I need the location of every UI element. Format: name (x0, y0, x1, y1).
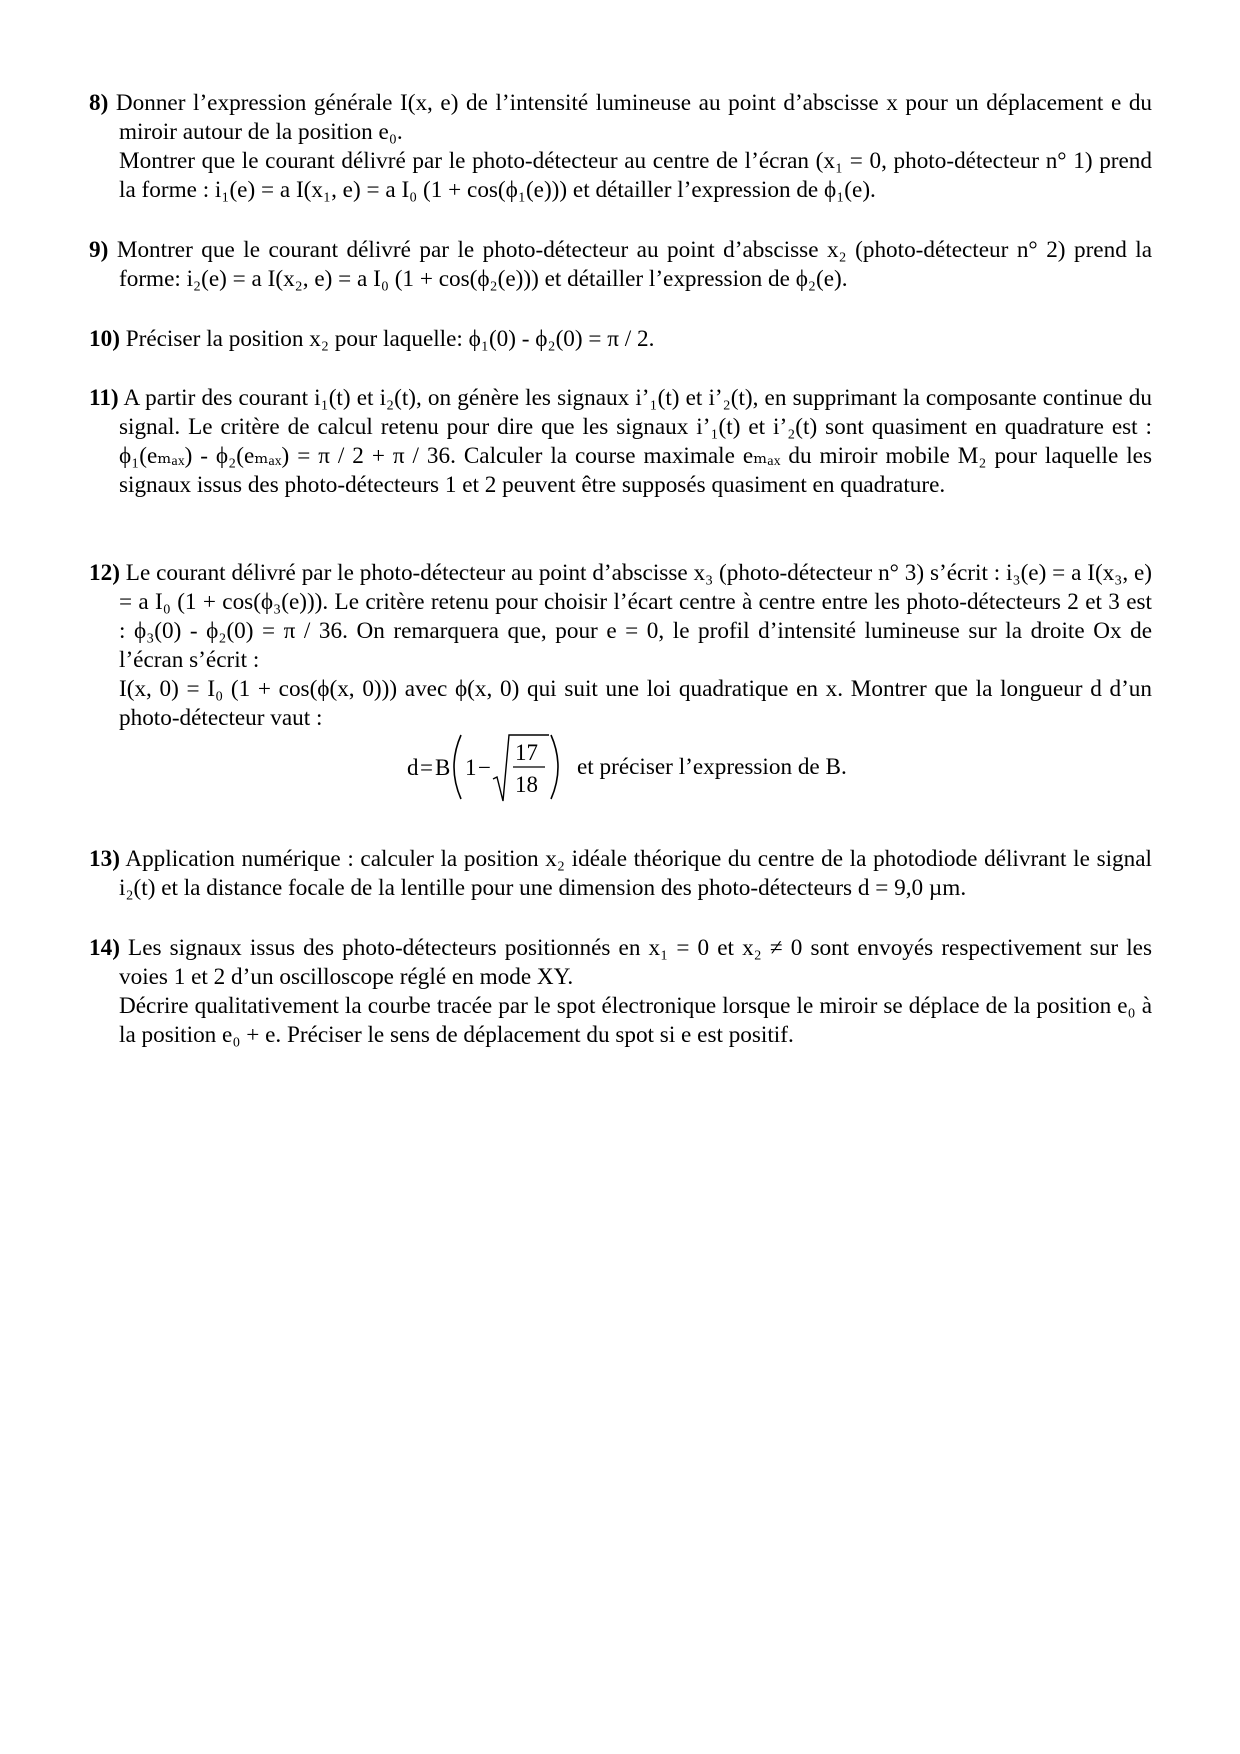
question-10-para-1 (89, 325, 1152, 354)
question-8 (89, 89, 1152, 205)
question-8-para-2 (89, 147, 1152, 205)
question-text: Le courant délivré par le photo-détecteur au point d’abscisse x₃ (photo-détecteur n° 3) s’écrit : i₃(e) = a I(x₃, e) = a I₀ (1 + cos(ϕ₃(e))). Le critère retenu pour choisir l’écart centre à centre entre les photo-détecteurs 2 et 3 est : ϕ₃(0) - ϕ₂(0) = π / 36. On remarquera que, pour e = 0, le profil d’intensité lumineuse sur la droite Ox de l’écran s’écrit : (119, 560, 1152, 673)
question-12 (89, 559, 1152, 733)
left-paren (454, 735, 461, 799)
question-9-para-1 (89, 236, 1152, 294)
question-text: Montrer que le courant délivré par le photo-détecteur au centre de l’écran (x₁ = 0, photo-détecteur n° 1) prend la forme : i₁(e) = a I(x₁, e) = a I₀ (1 + cos(ϕ₁(e))) et détailler l’expression de ϕ₁(e). (119, 148, 1152, 203)
question-12-para-2 (89, 675, 1152, 733)
question-text: A partir des courant i₁(t) et i₂(t), on génère les signaux i’₁(t) et i’₂(t), en supprimant la composante continue du signal. Le critère de calcul retenu pour dire que les signaux i’₁(t) et i’₂(t) sont quasiment en quadrature est : ϕ₁(eₘₐₓ) - ϕ₂(eₘₐₓ) = π / 2 + π / 36. Calculer la course maximale eₘₐₓ du miroir mobile M₂ pour laquelle les signaux issus des photo-détecteurs 1 et 2 peuvent être supposés quasiment en quadrature. (119, 385, 1152, 498)
question-number: 14) (89, 935, 120, 961)
question-number: 10) (89, 326, 120, 352)
formula-one: 1 (465, 755, 477, 780)
question-number: 11) (89, 385, 119, 411)
question-10 (89, 325, 1152, 354)
question-number: 8) (89, 90, 109, 116)
formula-d (407, 727, 847, 807)
question-number: 9) (89, 237, 109, 263)
question-number: 12) (89, 560, 120, 586)
question-text: Préciser la position x₂ pour laquelle: ϕ₁(0) - ϕ₂(0) = π / 2. (125, 326, 655, 352)
question-13-para-1 (89, 845, 1152, 903)
question-text: Les signaux issus des photo-détecteurs positionnés en x₁ = 0 et x₂ ≠ 0 sont envoyés respectivement sur les voies 1 et 2 d’un oscilloscope réglé en mode XY. (119, 935, 1152, 990)
question-14-para-2 (89, 992, 1152, 1050)
question-11-para-1 (89, 384, 1152, 500)
formula-graphic (407, 727, 563, 807)
formula-equals: = (420, 755, 433, 780)
question-text: Montrer que le courant délivré par le photo-détecteur au point d’abscisse x₂ (photo-détecteur n° 2) prend la forme: i₂(e) = a I(x₂, e) = a I₀ (1 + cos(ϕ₂(e))) et détailler l’expression de ϕ₂(e). (116, 237, 1153, 292)
formula-coef: B (435, 755, 451, 780)
question-11 (89, 384, 1152, 500)
formula-numerator: 17 (515, 740, 538, 765)
right-paren (551, 735, 558, 799)
question-12-para-1 (89, 559, 1152, 675)
formula-minus: − (478, 755, 491, 780)
formula-lhs: d (407, 755, 419, 780)
question-text: Donner l’expression générale I(x, e) de l’intensité lumineuse au point d’abscisse x pour un déplacement e du miroir autour de la position e₀. (115, 90, 1153, 145)
question-number: 13) (89, 846, 120, 872)
question-text: Décrire qualitativement la courbe tracée par le spot électronique lorsque le miroir se déplace de la position e₀ à la position e₀ + e. Préciser le sens de déplacement du spot si e est positif. (119, 993, 1152, 1048)
question-14 (89, 934, 1152, 1050)
formula-after-text: et préciser l’expression de B. (577, 753, 847, 780)
question-text: I(x, 0) = I₀ (1 + cos(ϕ(x, 0))) avec ϕ(x, 0) qui suit une loi quadratique en x. Montrer que la longueur d d’un photo-détecteur vaut : (119, 676, 1152, 731)
formula-denominator: 18 (515, 772, 538, 797)
question-9 (89, 236, 1152, 294)
question-13 (89, 845, 1152, 903)
question-8-para-1 (89, 89, 1152, 147)
question-14-para-1 (89, 934, 1152, 992)
question-text: Application numérique : calculer la position x₂ idéale théorique du centre de la photodiode délivrant le signal i₂(t) et la distance focale de la lentille pour une dimension des photo-détecteurs d = 9,0 µm. (119, 846, 1152, 901)
